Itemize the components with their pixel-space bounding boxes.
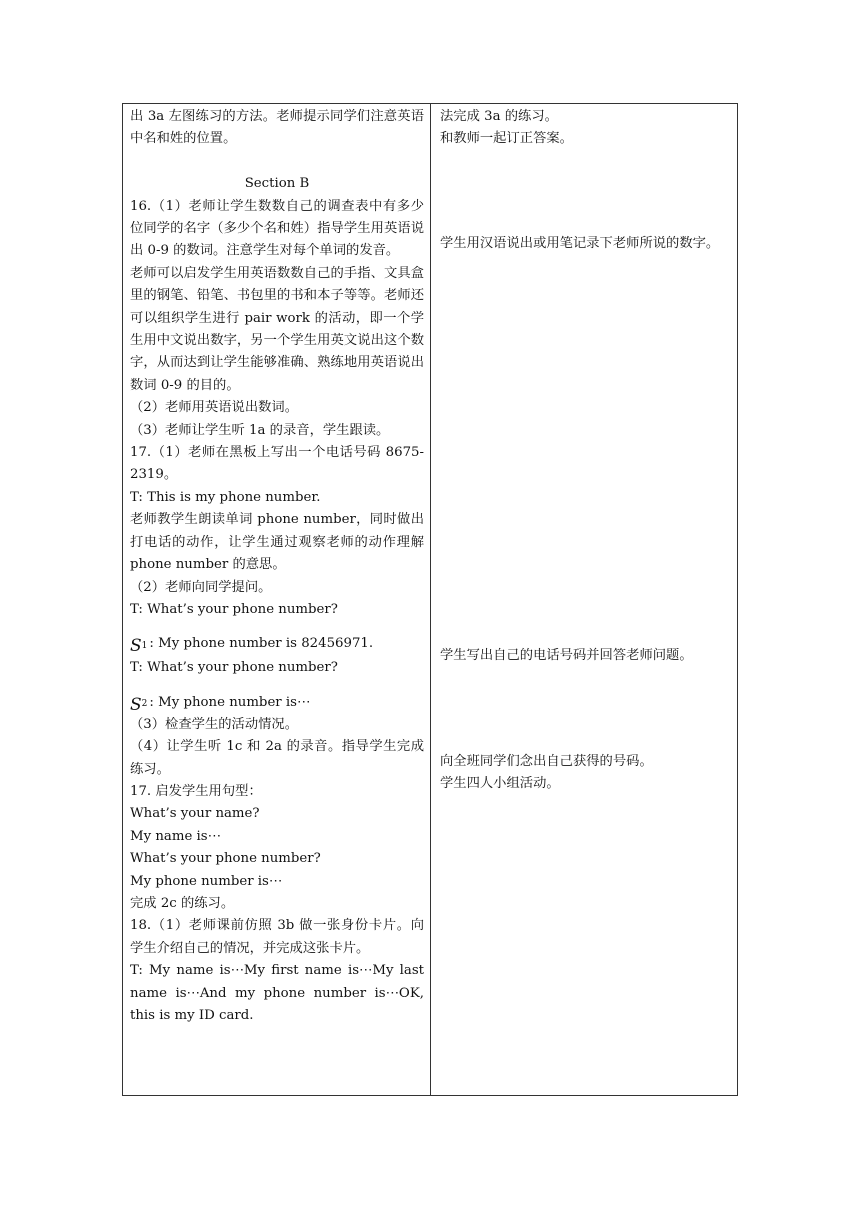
step-17b: 17. 启发学生用句型： bbox=[130, 783, 262, 799]
pattern-line: What’s your phone number? bbox=[130, 851, 321, 867]
dialogue-line: T: What’s your phone number? bbox=[130, 660, 338, 676]
student-symbol: S bbox=[130, 636, 142, 657]
step-17-2: （2）老师向同学提问。 bbox=[130, 579, 272, 595]
dialogue-line: T: This is my phone number. bbox=[130, 489, 321, 505]
student-subscript: 2 bbox=[141, 699, 148, 710]
exercise-line: 完成 2c 的练习。 bbox=[130, 895, 235, 911]
dialogue-text: : My phone number is 82456971. bbox=[149, 636, 374, 652]
student-subscript: 1 bbox=[141, 640, 148, 651]
spacer bbox=[440, 255, 731, 645]
intro-text: 出 3a 左图练习的方法。老师提示同学们注意英语中名和姓的位置。 bbox=[130, 109, 424, 147]
pattern-line: My name is⋯ bbox=[130, 828, 221, 844]
step-18-1: 18.（1）老师课前仿照 3b 做一张身份卡片。向学生介绍自己的情况，并完成这张卡片。 bbox=[130, 918, 424, 956]
lesson-plan-table bbox=[122, 103, 738, 1096]
step-17-4: （4）让学生听 1c 和 2a 的录音。指导学生完成练习。 bbox=[130, 739, 424, 777]
spacer bbox=[440, 668, 731, 751]
dialogue-line: T: What’s your phone number? bbox=[130, 601, 338, 617]
step-16-2: （2）老师用英语说出数词。 bbox=[130, 400, 299, 416]
spacer bbox=[130, 151, 424, 173]
student-text: 向全班同学们念出自己获得的号码。 bbox=[440, 753, 653, 769]
pattern-line: What’s your name? bbox=[130, 806, 260, 822]
spacer bbox=[440, 151, 731, 233]
section-title: Section B bbox=[244, 176, 310, 192]
student-text: 学生四人小组活动。 bbox=[440, 776, 560, 792]
step-17-1: 17.（1）老师在黑板上写出一个电话号码 8675-2319。 bbox=[130, 445, 424, 483]
step-16-note: 老师可以启发学生用英语数数自己的手指、文具盒里的钢笔、铅笔、书包里的书和本子等等。老师还可以组织学生进行 pair work 的活动，即一个学生用中文说出数字，另一个学生用英文说出这个数字，从而达到让学生能够准确、熟练地用英语说出数词 0-9 的目的。 bbox=[130, 265, 424, 393]
pattern-line: My phone number is⋯ bbox=[130, 873, 283, 889]
student-text: 法完成 3a 的练习。 bbox=[440, 109, 558, 124]
dialogue-text: : My phone number is⋯ bbox=[149, 694, 311, 710]
dialogue-s2 bbox=[130, 680, 424, 714]
step-17-3: （3）检查学生的活动情况。 bbox=[130, 716, 299, 732]
step-16-3: （3）老师让学生听 1a 的录音，学生跟读。 bbox=[130, 422, 390, 438]
student-text: 学生写出自己的电话号码并回答老师问题。 bbox=[440, 648, 693, 664]
step-17-note: 老师教学生朗读单词 phone number，同时做出打电话的动作，让学生通过观察老师的动作理解 phone number 的意思。 bbox=[130, 512, 424, 573]
teacher-activity-column bbox=[123, 104, 431, 1095]
student-text: 和教师一起订正答案。 bbox=[440, 131, 573, 147]
step-16-1: 16.（1）老师让学生数数自己的调查表中有多少位同学的名字（多少个名和姓）指导学生用英语说出 0-9 的数词。注意学生对每个单词的发音。 bbox=[130, 198, 424, 259]
student-activity-column bbox=[431, 104, 737, 1095]
dialogue-s1 bbox=[130, 621, 424, 655]
student-text: 学生用汉语说出或用笔记录下老师所说的数字。 bbox=[440, 235, 720, 251]
dialogue-line: T: My name is⋯My first name is⋯My last name is⋯And my phone number is⋯OK, this is my ID card. bbox=[130, 963, 424, 1024]
student-symbol: S bbox=[130, 694, 142, 715]
